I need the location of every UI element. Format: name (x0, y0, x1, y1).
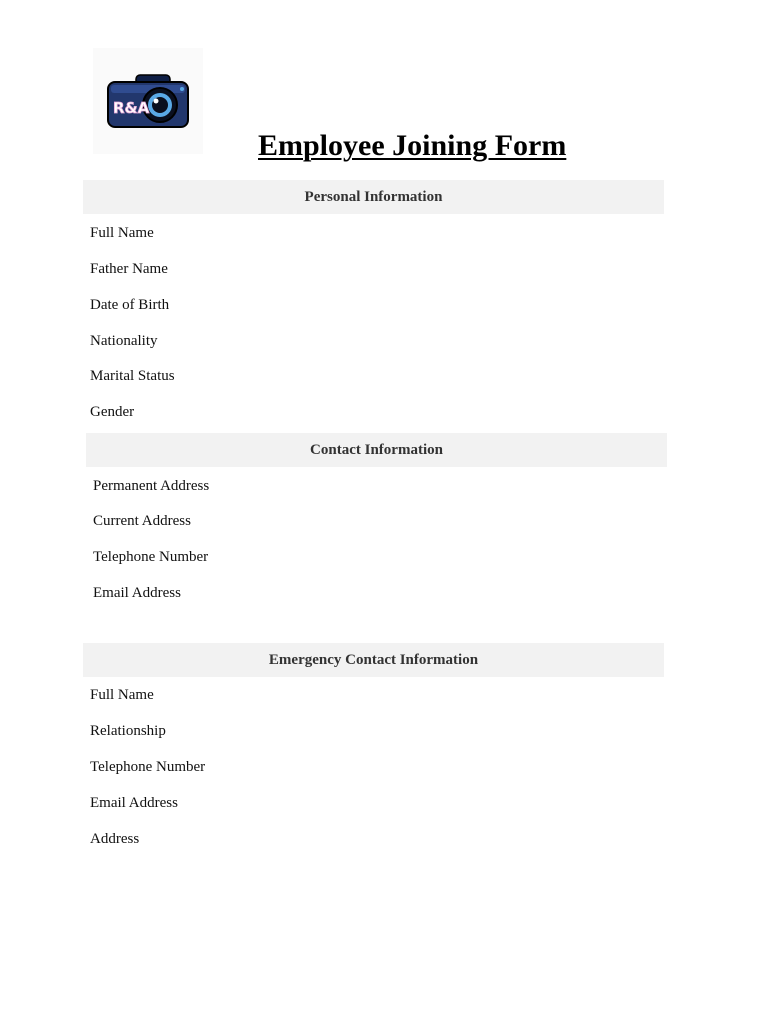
logo-text: R&A (113, 99, 150, 117)
field-email-address: Email Address (93, 585, 181, 601)
field-emergency-relationship: Relationship (90, 723, 166, 739)
company-logo (93, 48, 203, 154)
field-telephone-number: Telephone Number (93, 549, 209, 565)
section-header-emergency: Emergency Contact Information (83, 643, 664, 677)
field-full-name: Full Name (90, 225, 154, 241)
field-father-name: Father Name (90, 261, 168, 277)
field-permanent-address: Permanent Address (93, 478, 210, 494)
field-marital-status: Marital Status (90, 368, 175, 384)
field-gender: Gender (90, 404, 135, 420)
field-emergency-full-name: Full Name (90, 687, 154, 703)
field-current-address: Current Address (93, 513, 191, 529)
camera-icon (105, 72, 191, 132)
field-date-of-birth: Date of Birth (90, 297, 170, 313)
field-emergency-telephone: Telephone Number (90, 759, 206, 775)
form-title: Employee Joining Form (258, 129, 567, 162)
field-nationality: Nationality (90, 333, 158, 349)
section-header-contact: Contact Information (86, 433, 667, 467)
field-emergency-address: Address (90, 831, 140, 847)
field-emergency-email: Email Address (90, 795, 178, 811)
section-header-personal: Personal Information (83, 180, 664, 214)
